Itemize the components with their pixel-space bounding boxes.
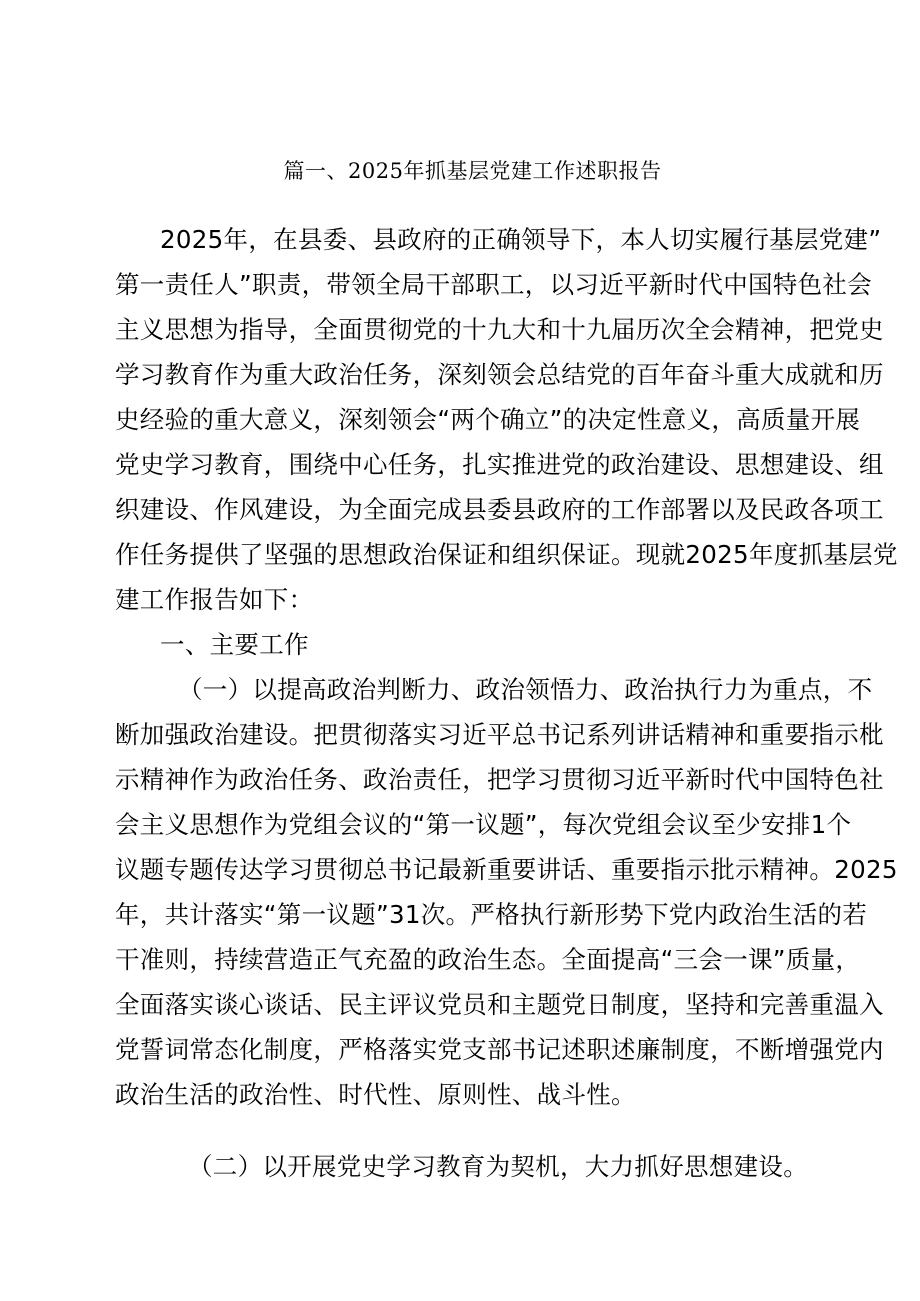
paragraph-line: 作任务提供了坚强的思想政治保证和组织保证。现就2025年度抓基层党 [115,540,898,569]
paragraph-line: 全面落实谈心谈话、民主评议党员和主题党日制度，坚持和完善重温入 [115,990,884,1019]
paragraph-line: 会主义思想作为党组会议的“第一议题”，每次党组会议至少安排1个 [115,810,852,839]
paragraph-line: 议题专题传达学习贯彻总书记最新重要讲话、重要指示批示精神。2025 [115,855,898,884]
paragraph-line: 示精神作为政治任务、政治责任，把学习贯彻习近平新时代中国特色社 [115,765,884,794]
paragraph-line: 党誓词常态化制度，严格落实党支部书记述职述廉制度，不断增强党内 [115,1035,884,1064]
paragraph-line: 织建设、作风建设，为全面完成县委县政府的工作部署以及民政各项工 [115,495,884,524]
paragraph-line: 干准则，持续营造正气充盈的政治生态。全面提高“三会一课”质量， [115,945,861,974]
paragraph-line: 党史学习教育，围绕中心任务，扎实推进党的政治建设、思想建设、组 [115,450,884,479]
paragraph-line: 2025年，在县委、县政府的正确领导下，本人切实履行基层党建” [160,225,882,254]
paragraph-line: 建工作报告如下： [115,585,314,614]
paragraph-line: 政治生活的政治性、时代性、原则性、战斗性。 [115,1080,636,1109]
section-heading: 一、主要工作 [160,630,309,659]
paragraph-line: 史经验的重大意义，深刻领会“两个确立”的决定性意义，高质量开展 [115,405,861,434]
paragraph-line: 断加强政治建设。把贯彻落实习近平总书记系列讲话精神和重要指示枇 [115,720,884,749]
paragraph-line: 主义思想为指导，全面贯彻党的十九大和十九届历次全会精神，把党史 [115,315,884,344]
paragraph-line: 第一责任人”职责，带领全局干部职工，以习近平新时代中国特色社会 [115,270,872,299]
document-title: 篇一、2025年抓基层党建工作述职报告 [283,159,662,183]
paragraph-line: （一）以提高政治判断力、政治领悟力、政治执行力为重点，不 [178,675,873,704]
subsection-heading: （二）以开展党史学习教育为契机，大力抓好思想建设。 [188,1152,808,1181]
paragraph-line: 学习教育作为重大政治任务，深刻领会总结党的百年奋斗重大成就和历 [115,360,884,389]
paragraph-line: 年，共计落实“第一议题”31次。严格执行新形势下党内政治生活的若 [115,900,868,929]
